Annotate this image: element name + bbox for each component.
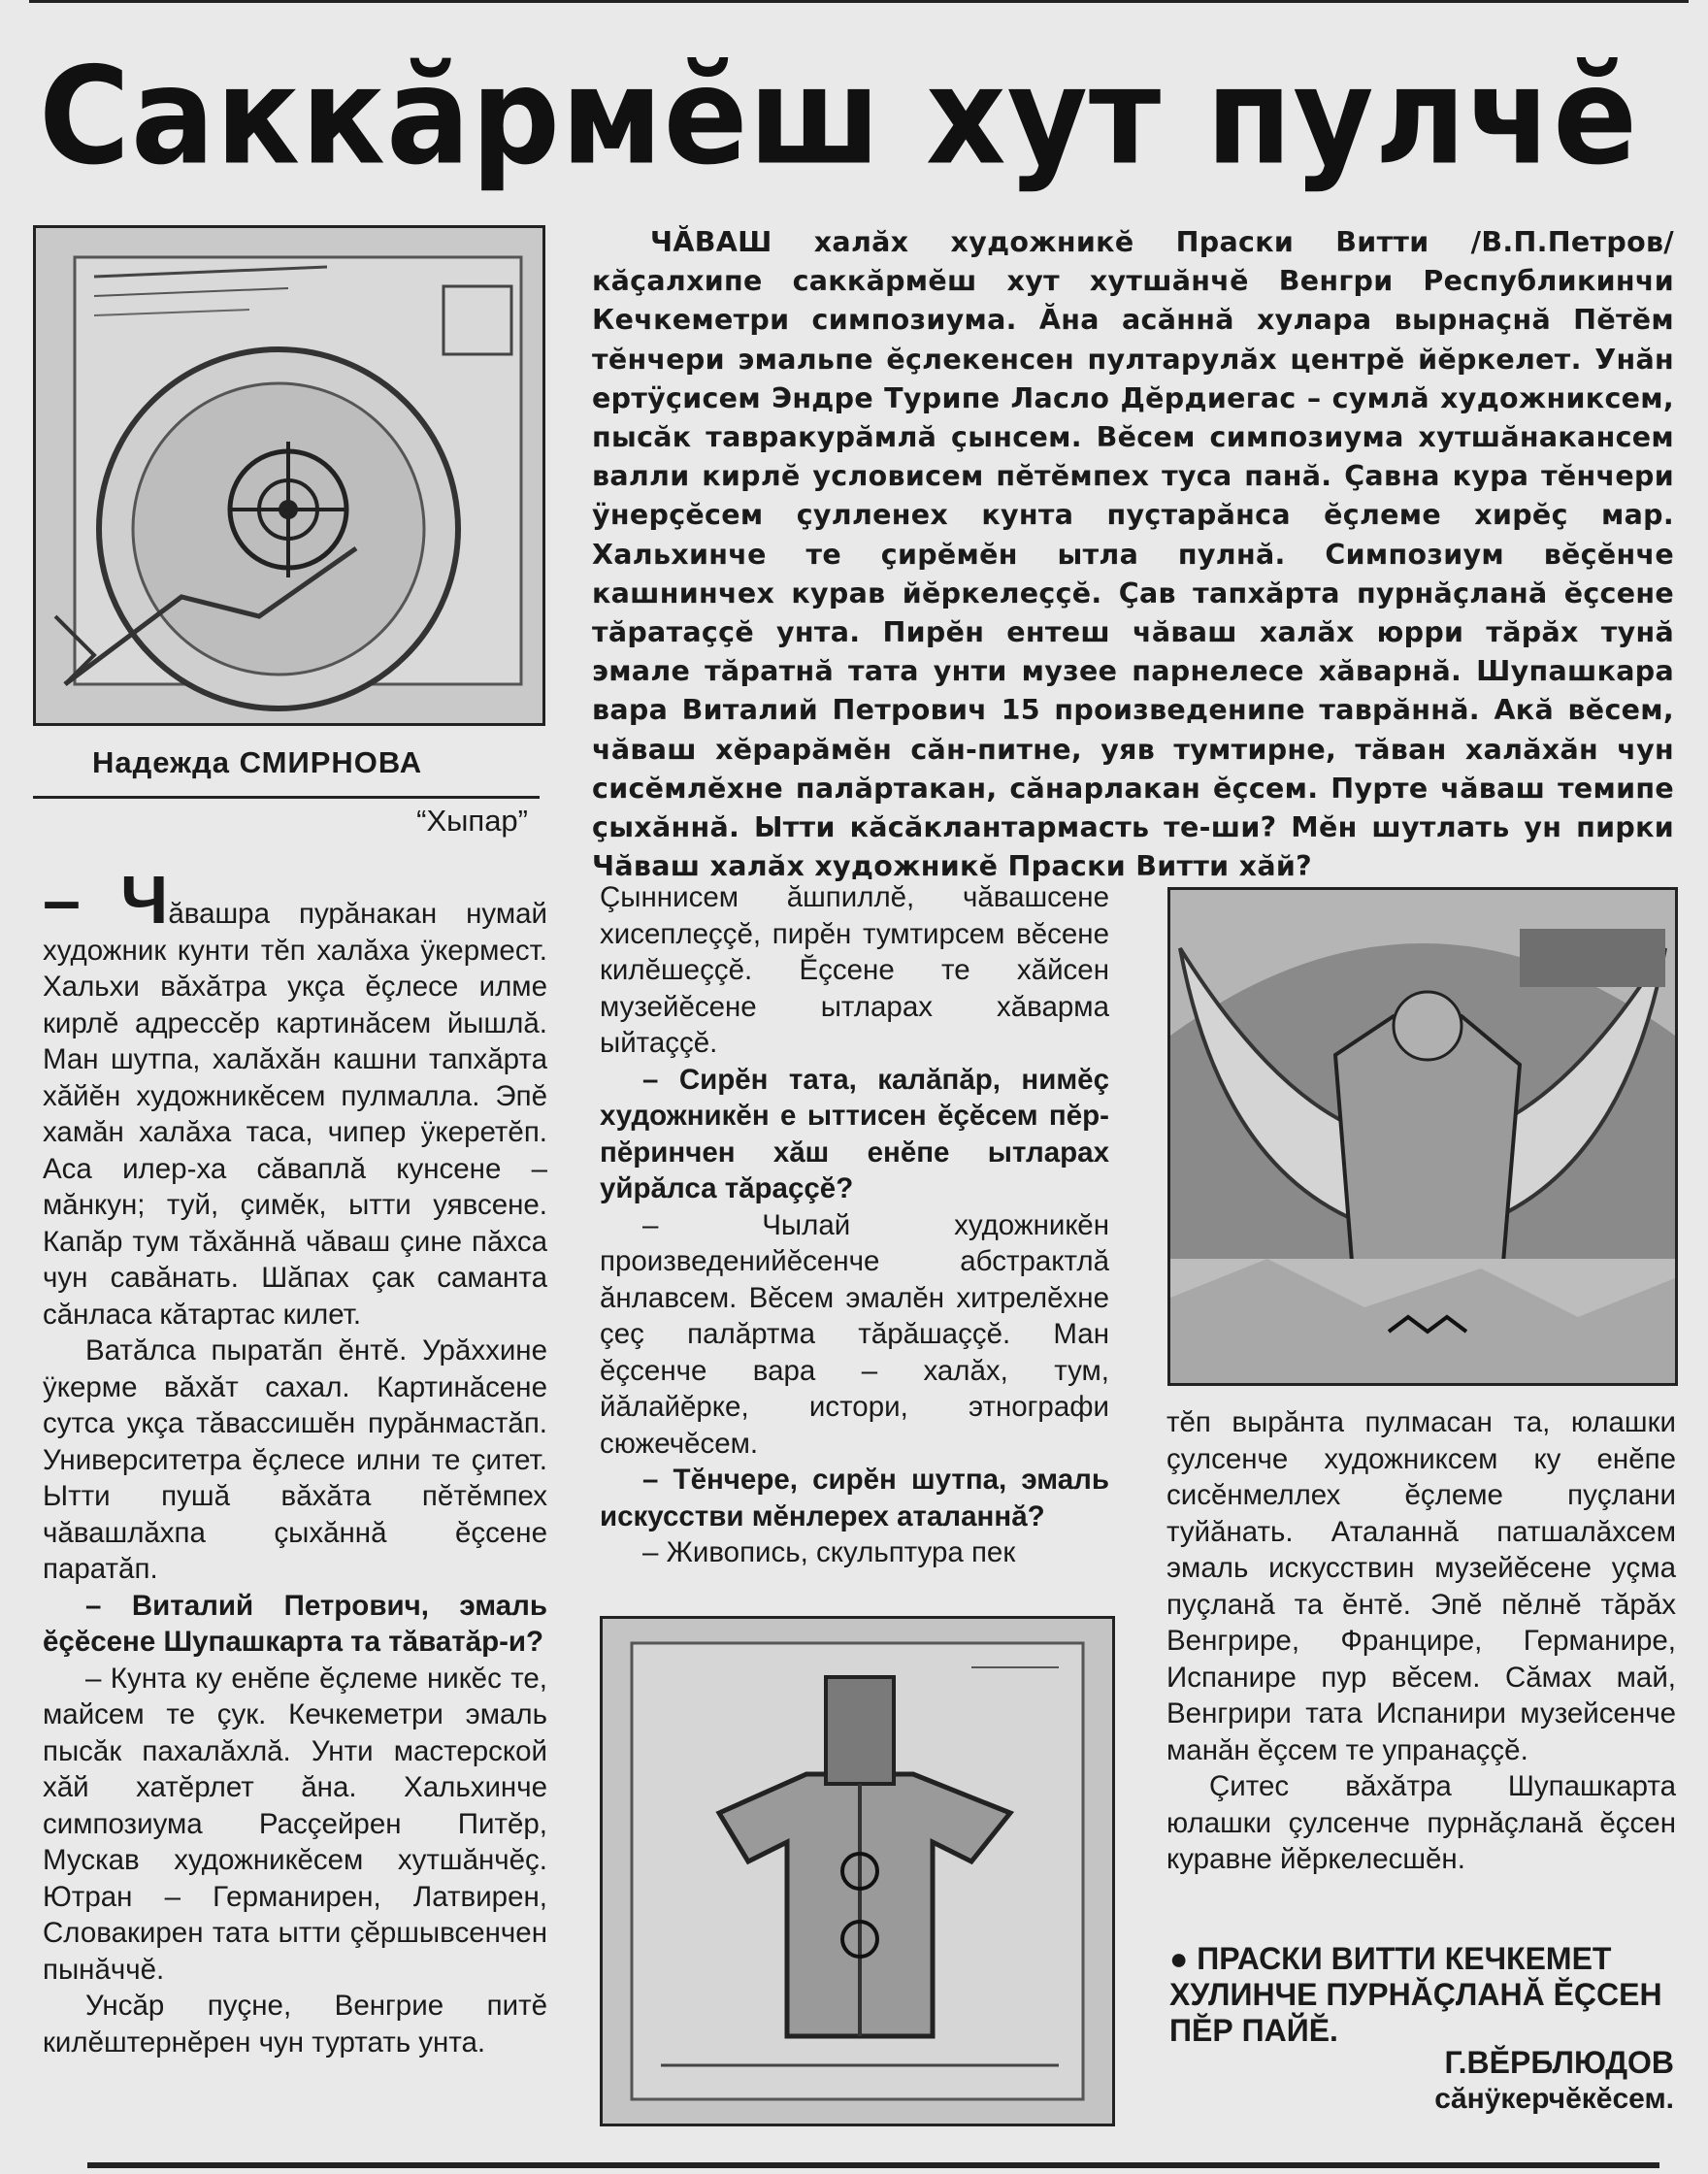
paragraph: Унсăр пуçне, Венгрие питĕ килĕштернĕрен чун туртать унта.	[43, 1990, 547, 2059]
column-1	[43, 862, 547, 2060]
photo-credit-role: сăнÿкерчĕкĕсем.	[1434, 2083, 1674, 2115]
paragraph-text: ăвашра пурăнакан нумай художник кунти тĕп халăха ÿкермест. Хальхи вăхăтра укçа ĕçлесе илме кирлĕ адрессĕр картинăсем йышлă. Ман шутпа, халăхăн кашни тапхăрта хăйĕн художникĕсем пулмалла. Эпĕ хамăн халăха таса, чипер ÿкеретĕп. Аса илер-ха сăваплă кунсене – мăнкун; туй, çимĕк, ытти уявсене. Капăр тум тăхăннă чăваш çине пăхса чун савăнать. Шăпах çак саманта сăнласа кăтартас килет.	[43, 898, 547, 1331]
byline-source: “Хыпар”	[416, 804, 528, 838]
bullet-icon: ●	[1169, 1941, 1189, 1976]
paragraph: тĕп вырăнта пулмасан та, юлашки çулсенче художниксем ку енĕпе сисĕнмеллех ĕçлеме пуçлани туйăнать. Аталаннă патшалăхсем эмаль искусствин музейĕсене уçма пуçланă та ĕнтĕ. Эпĕ пĕлнĕ тăрăх Венгрире, Францире, Германире, Испанире пур вĕсем. Сăмах май, Венгрири тата Испанири музейсенче манăн ĕçсем те упранаççĕ.	[1166, 1406, 1676, 1766]
paragraph	[43, 862, 547, 1333]
caption-text: ПРАСКИ ВИТТИ КЕЧКЕМЕТ ХУЛИНЧЕ ПУРНĂÇЛАНĂ ĔÇСЕН ПĔР ПАЙĔ.	[1169, 1941, 1662, 2048]
top-rule	[29, 0, 1689, 3]
headline: Саккăрмĕш хут пулчĕ	[39, 39, 1639, 195]
photo-caption	[1169, 1941, 1674, 2049]
interview-question: – Сирĕн тата, калăпăр, нимĕç художникĕн е ыттисен ĕçĕсем пĕр-пĕринчен хăш енĕпе ытларах уйрăлса тăраççĕ?	[600, 1063, 1109, 1204]
byline-rule	[33, 796, 540, 799]
photo-enamel-sun	[33, 225, 545, 726]
paragraph: Çитес вăхăтра Шупашкарта юлашки çулсенче пурнăçланă ĕçсен куравне йĕркелесшĕн.	[1166, 1770, 1676, 1875]
column-3	[1166, 1404, 1676, 1878]
paragraph: – Живопись, скульптура пек	[642, 1536, 1016, 1568]
photo-enamel-crescent	[1167, 887, 1678, 1386]
paragraph: – Чылай художникĕн произведенийĕсенче абстрактлă ăнлавсем. Вĕсем эмалĕн хитрелĕхне çеç палăртма тăрăшаççĕ. Ман ĕçсенче вара – халăх, тум, йăлайĕрке, истори, этнографи сюжечĕсем.	[600, 1208, 1109, 1460]
drop-cap: – Ч	[43, 862, 169, 938]
paragraph: – Кунта ку енĕпе ĕçлеме никĕс те, майсем те çук. Кечкеметри эмаль пысăк пахалăхлă. Унти мастерской хăй хатĕрлет ăна. Хальхинче симпозиума Расçейрен Питĕр, Мускав художникĕсем хутшăнчĕç. Ютран – Германирен, Латвирен, Словакирен тата ытти çĕршывсенчен пынăччĕ.	[43, 1662, 547, 1986]
photo-enamel-figure	[600, 1616, 1115, 2126]
interview-question: – Виталий Петрович, эмаль ĕçĕсене Шупашкарта та тăватăр-и?	[43, 1589, 547, 1658]
lead-paragraph: ЧĂВАШ халăх художникĕ Праски Витти /В.П.Петров/ кăçалхипе саккăрмĕш хут хутшăнчĕ Венгри Республикинчи Кечкеметри симпозиума. Ăна асăннă хулара вырнаçнă Пĕтĕм тĕнчери эмальпе ĕçлекенсен пултарулăх центрĕ йĕркелет. Унăн ертÿçисем Эндре Турипе Ласло Дĕрдиегас – сумлă художниксем, пысăк тавракурăмлă çынсем. Вĕсем симпозиума хутшăнакансем валли кирлĕ условисем пĕтĕмпех туса панă. Çавна кура тĕнчери ÿнерçĕсем çулленех кунта пуçтарăнса ĕçлеме хирĕç мар. Хальхинче те çирĕмĕн ытла пулнă. Симпозиум вĕçĕнче кашнинчех курав йĕркелеççĕ. Çав тапхăрта пурнăçланă ĕçсене тăратаççĕ унта. Пирĕн ентеш чăваш халăх юрри тăрăх тунă эмале тăратнă тата унти музее парнелесе хăварнă. Шупашкара вара Виталий Петрович 15 произведенипе таврăннă. Акă вĕсем, чăваш хĕрарăмĕн сăн-питне, уяв тумтирне, тăван халăхăн чун сисĕмлĕхне палăртакан, сăнарлакан ĕçсем. Пурте чăваш темипе çыхăннă. Ытти кăсăклантармасть те-ши? Мĕн шутлать ун пирки Чăваш халăх художникĕ Праски Витти хăй?	[592, 226, 1674, 883]
column-2	[600, 879, 1109, 1571]
bottom-rule	[87, 2162, 1659, 2168]
photo-credit-name: Г.ВĔРБЛЮДОВ	[1444, 2045, 1674, 2080]
interview-question: – Тĕнчере, сирĕн шутпа, эмаль искусстви мĕнлерех аталаннă?	[600, 1464, 1109, 1532]
paragraph: Çыннисем ăшпиллĕ, чăвашсене хисеплеççĕ, пирĕн тумтирсем вĕсене килĕшеççĕ. Ĕçсене те хăйсен музейĕсене ытларах хăварма ыйтаççĕ.	[600, 881, 1109, 1059]
paragraph: Ватăлса пыратăп ĕнтĕ. Урăххине ÿкерме вăхăт сахал. Картинăсене сутса укçа тăвассишĕн пурăнмастăп. Университетра ĕçлесе илни те çитет. Ытти пушă вăхăта пĕтĕмпех чăвашлăхпа çыхăннă ĕçсене паратăп.	[43, 1334, 547, 1585]
byline-author: Надежда СМИРНОВА	[92, 745, 423, 779]
